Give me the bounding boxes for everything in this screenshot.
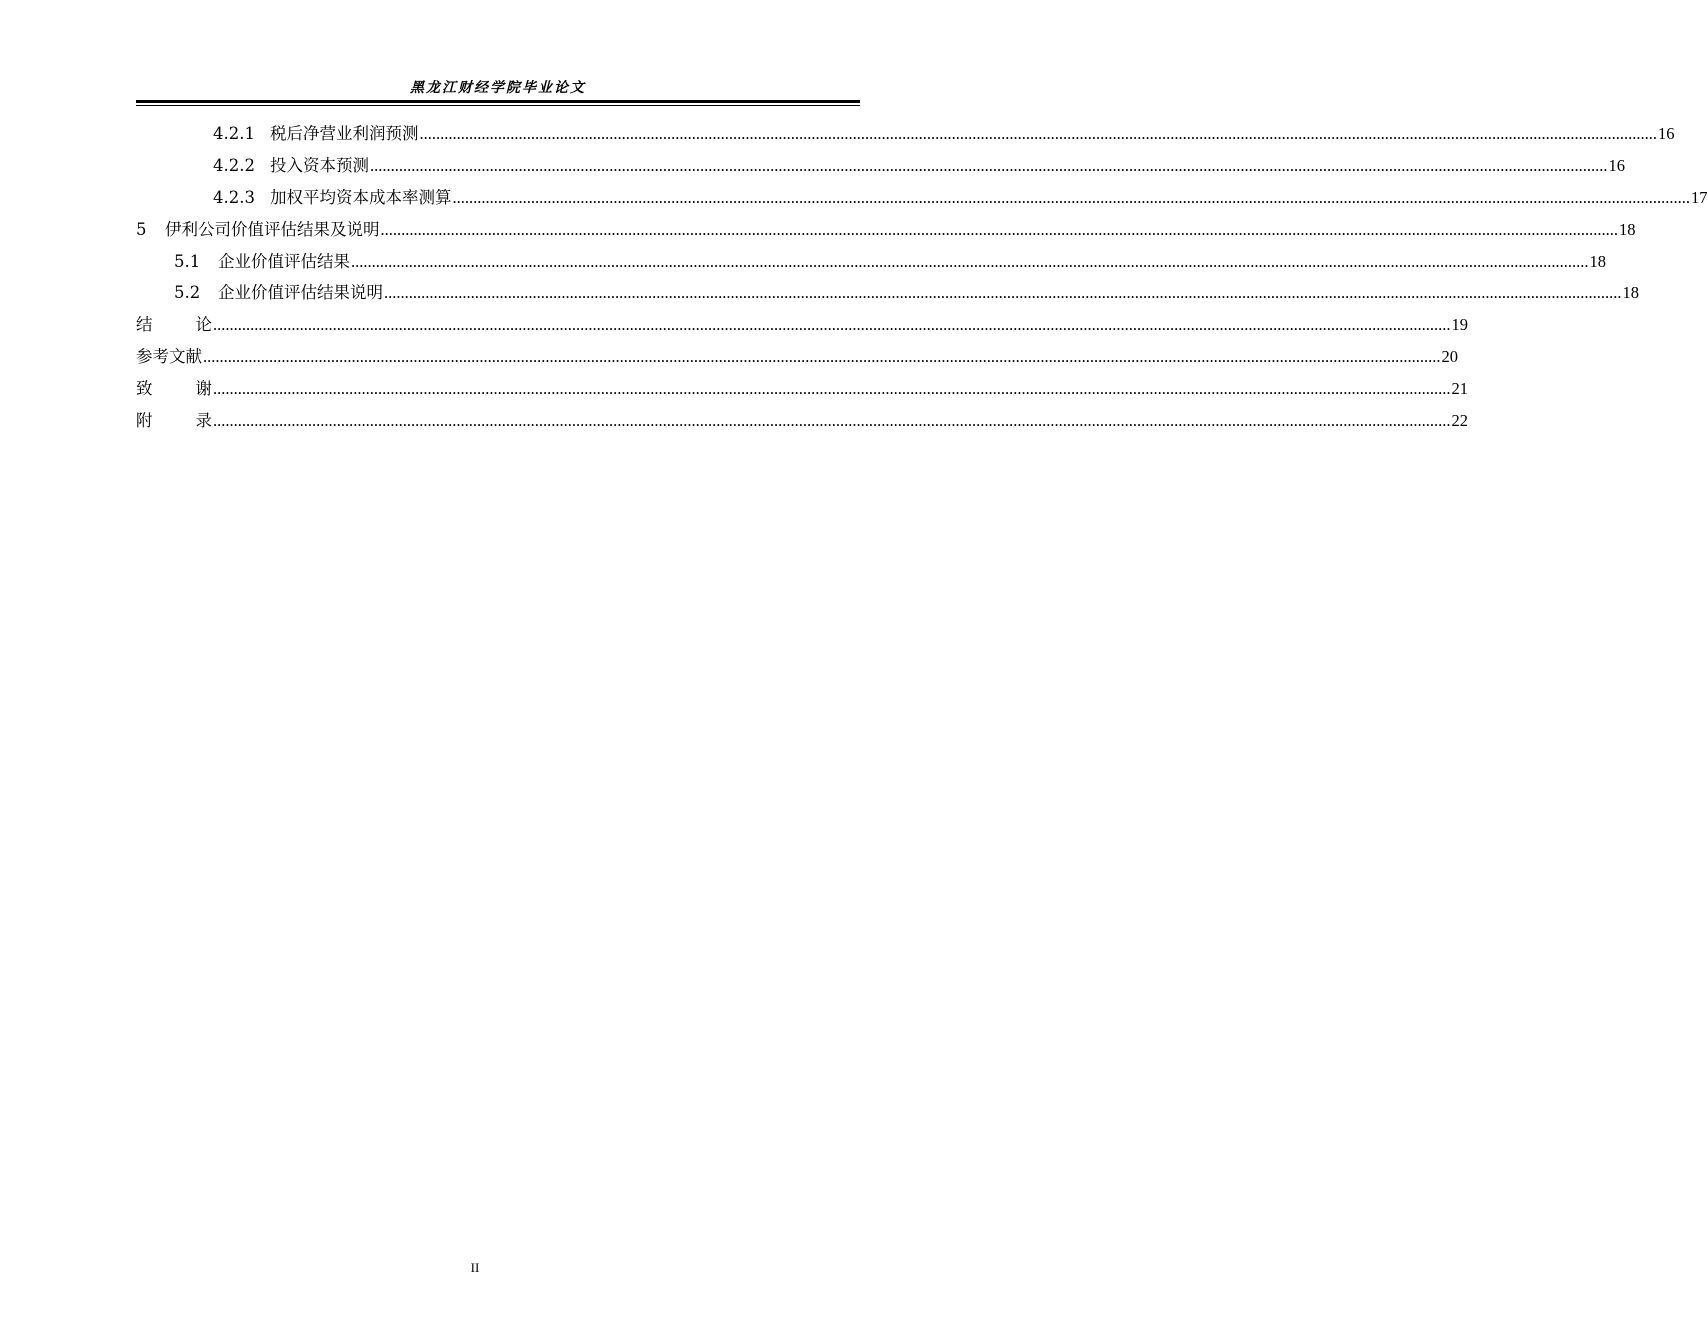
toc-entry-number: 4.2.2 xyxy=(213,155,255,175)
table-of-contents xyxy=(136,118,1708,437)
toc-entry-appendix[interactable] xyxy=(136,405,1468,437)
toc-entry-number: 5.1 xyxy=(174,251,201,271)
toc-dot-leader: ............................................................................................................................................................................................................................................................................................................ xyxy=(452,187,1690,207)
toc-entry-title: 伊利公司价值评估结果及说明 xyxy=(165,219,380,239)
toc-entry[interactable] xyxy=(136,214,1636,246)
toc-entry-title: 税后净营业利润预测 xyxy=(270,124,419,143)
header-rule-thin xyxy=(136,105,860,106)
toc-entry[interactable] xyxy=(136,277,1639,309)
toc-entry[interactable] xyxy=(136,118,1675,150)
toc-entry-title: 投入资本预测 xyxy=(270,155,369,175)
toc-entry-acknowledgements[interactable] xyxy=(136,373,1468,405)
toc-title-char: 谢 xyxy=(195,379,212,399)
toc-title-char: 致 xyxy=(136,379,153,399)
toc-entry-page: 22 xyxy=(1451,411,1468,431)
toc-entry[interactable] xyxy=(136,182,1708,214)
page-header: 黑龙江财经学院毕业论文 xyxy=(410,80,586,96)
toc-entry-number: 4.2.1 xyxy=(213,124,255,143)
toc-entry-page: 21 xyxy=(1451,379,1468,399)
toc-entry[interactable] xyxy=(136,246,1606,278)
toc-title-char: 论 xyxy=(195,315,212,335)
toc-entry[interactable] xyxy=(136,150,1625,182)
toc-entry-page: 18 xyxy=(1589,251,1606,271)
toc-entry-page: 16 xyxy=(1608,155,1625,175)
toc-dot-leader: ............................................................................................................................................................................................................................................................................................................ xyxy=(380,219,1618,239)
toc-dot-leader: ............................................................................................................................................................................................................................................................................................................ xyxy=(419,124,1657,143)
toc-title-char: 录 xyxy=(195,411,212,431)
toc-entry-title: 企业价值评估结果 xyxy=(218,251,350,271)
toc-entry-title xyxy=(136,309,212,341)
toc-entry-page: 19 xyxy=(1451,315,1468,335)
toc-entry-page: 16 xyxy=(1658,124,1675,143)
toc-title-char: 附 xyxy=(136,411,153,431)
toc-dot-leader: ............................................................................................................................................................................................................................................................................................................ xyxy=(203,347,1441,367)
toc-entry-title: 参考文献 xyxy=(136,347,202,367)
toc-dot-leader: ............................................................................................................................................................................................................................................................................................................ xyxy=(351,251,1589,271)
toc-entry-number: 4.2.3 xyxy=(213,187,255,207)
toc-dot-leader: ............................................................................................................................................................................................................................................................................................................ xyxy=(213,379,1451,399)
toc-entry-references[interactable] xyxy=(136,341,1458,373)
toc-entry-title xyxy=(136,405,212,437)
toc-dot-leader: ............................................................................................................................................................................................................................................................................................................ xyxy=(370,155,1608,175)
toc-dot-leader: ............................................................................................................................................................................................................................................................................................................ xyxy=(213,411,1451,431)
toc-dot-leader: ............................................................................................................................................................................................................................................................................................................ xyxy=(213,315,1451,335)
toc-entry-number: 5 xyxy=(136,219,147,239)
toc-entry-page: 18 xyxy=(1619,219,1636,239)
toc-entry-title xyxy=(136,373,212,405)
toc-entry-page: 18 xyxy=(1622,283,1639,303)
toc-entry-page: 17 xyxy=(1691,187,1708,207)
toc-entry-title: 企业价值评估结果说明 xyxy=(218,283,383,303)
toc-entry-conclusion[interactable] xyxy=(136,309,1468,341)
toc-entry-number: 5.2 xyxy=(174,283,201,303)
toc-entry-page: 20 xyxy=(1441,347,1458,367)
toc-entry-title: 加权平均资本成本率测算 xyxy=(270,187,452,207)
header-rule-thick xyxy=(136,100,860,103)
page-number: II xyxy=(470,1260,480,1275)
toc-title-char: 结 xyxy=(136,315,153,335)
toc-dot-leader: ............................................................................................................................................................................................................................................................................................................ xyxy=(384,283,1622,303)
